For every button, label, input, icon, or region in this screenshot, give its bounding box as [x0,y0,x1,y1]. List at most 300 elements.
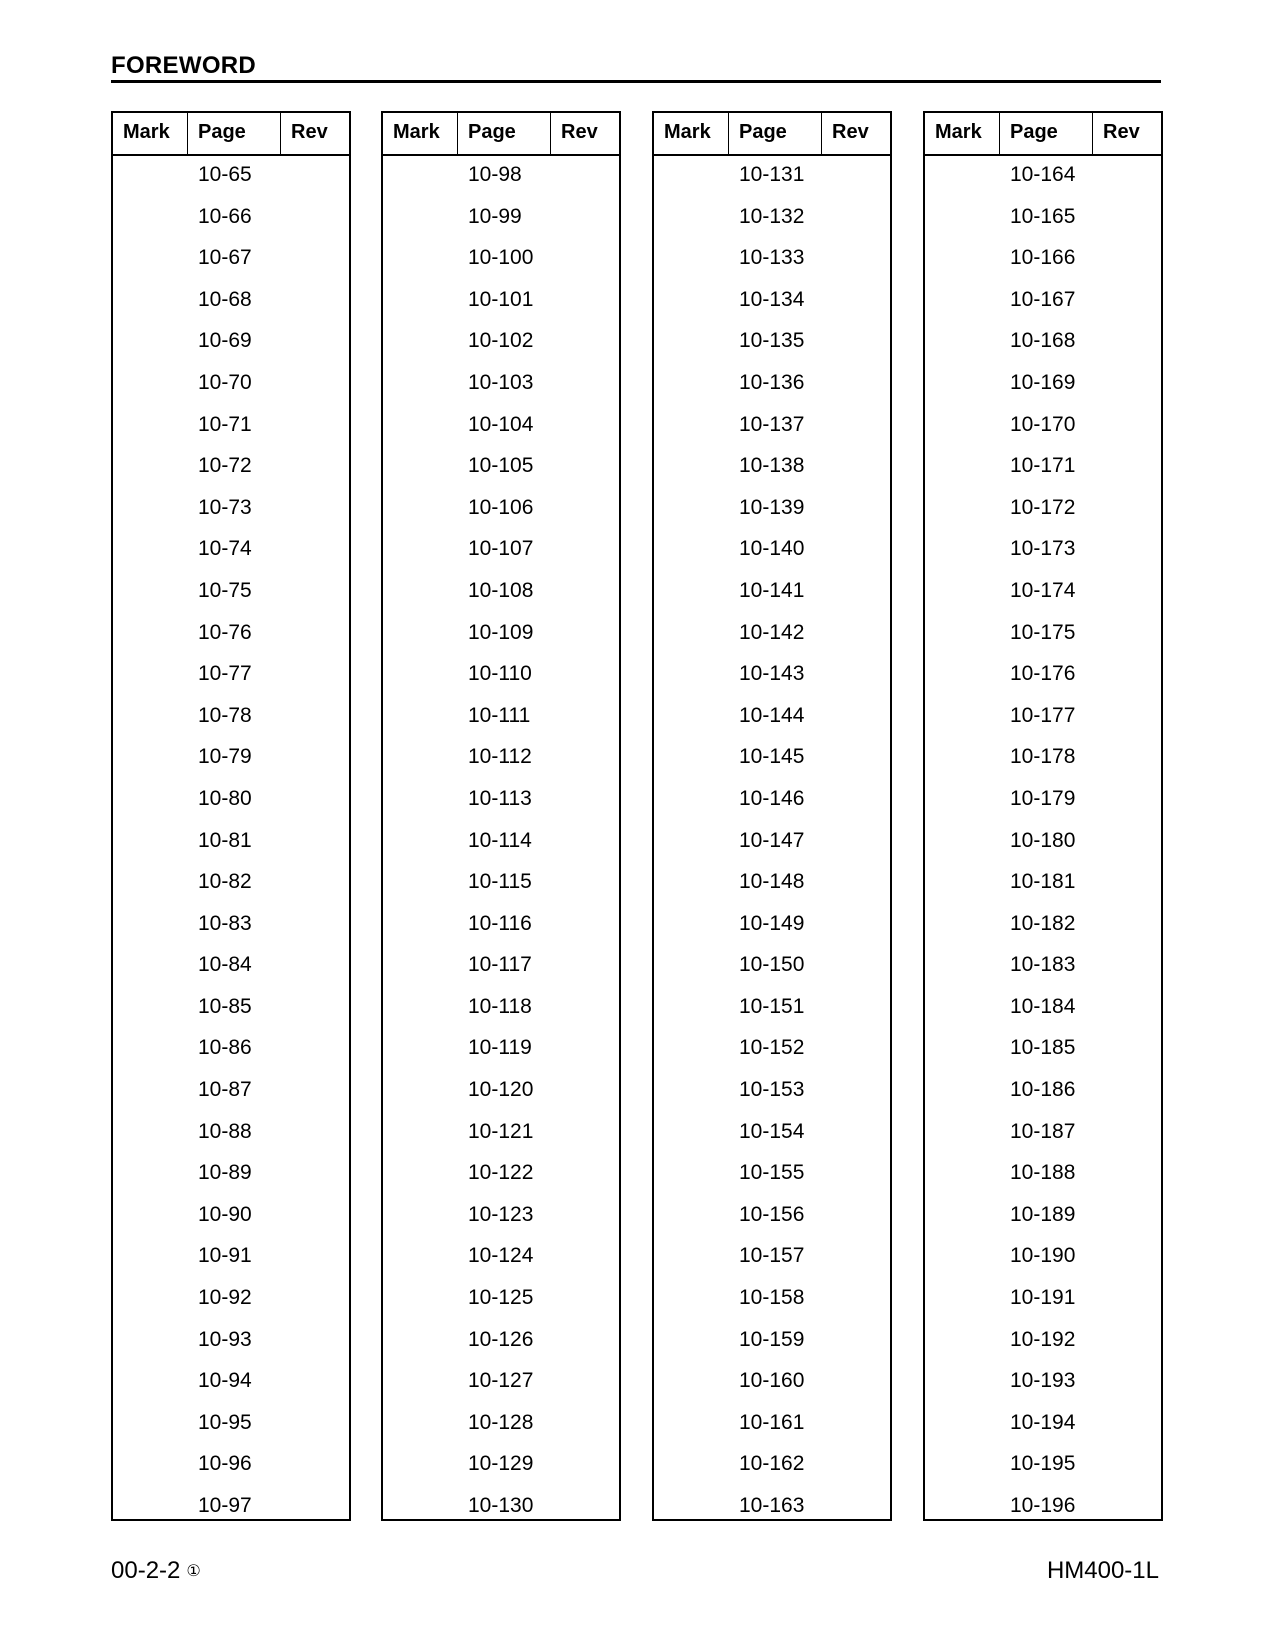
cell-rev [822,863,890,905]
table-row [654,738,890,780]
cell-rev [281,1404,349,1446]
column-header-rev: Rev [1103,121,1140,143]
cell-rev [551,1071,619,1113]
table-row [654,1321,890,1363]
cell-page: 10-148 [739,870,805,894]
cell-rev [822,1196,890,1238]
table-row [113,406,349,448]
table-row [654,697,890,739]
table-row [654,1445,890,1487]
cell-page: 10-143 [739,662,805,686]
table-row [925,1071,1161,1113]
cell-mark [925,946,1000,988]
cell-rev [1093,281,1161,323]
cell-rev [1093,1362,1161,1404]
cell-rev [1093,489,1161,531]
cell-rev [822,530,890,572]
cell-rev [551,1154,619,1196]
table-row [925,655,1161,697]
table-row [113,614,349,656]
cell-mark [113,988,188,1030]
cell-mark [654,1404,729,1446]
cell-page: 10-150 [739,953,805,977]
cell-rev [1093,1404,1161,1446]
cell-mark [925,863,1000,905]
cell-rev [551,780,619,822]
table-row [113,1154,349,1196]
table-row [925,364,1161,406]
cell-rev [822,738,890,780]
table-row [383,905,619,947]
table-row [654,572,890,614]
revision-tables [111,111,1163,1521]
cell-mark [925,156,1000,198]
cell-mark [654,780,729,822]
cell-rev [281,1029,349,1071]
cell-page: 10-65 [198,163,252,186]
cell-mark [654,1445,729,1487]
cell-mark [383,198,458,240]
cell-page: 10-158 [739,1286,805,1310]
cell-rev [1093,322,1161,364]
cell-page: 10-196 [1010,1494,1076,1517]
column-header-mark: Mark [654,113,729,154]
table-row [383,198,619,240]
cell-page: 10-194 [1010,1410,1076,1434]
cell-page: 10-130 [468,1494,534,1517]
table-row [654,1362,890,1404]
table-row [113,530,349,572]
cell-page: 10-67 [198,246,252,270]
cell-mark [654,489,729,531]
cell-mark [113,1113,188,1155]
cell-mark [383,1154,458,1196]
table-row [654,322,890,364]
cell-rev [551,1321,619,1363]
cell-mark [925,1029,1000,1071]
cell-page: 10-172 [1010,495,1076,519]
cell-page: 10-183 [1010,953,1076,977]
cell-mark [113,1279,188,1321]
cell-mark [654,1362,729,1404]
column-header-page: Page [188,113,281,154]
cell-page: 10-93 [198,1327,252,1351]
table-row [383,406,619,448]
cell-page: 10-136 [739,370,805,394]
table-row [654,239,890,281]
cell-mark [925,655,1000,697]
cell-rev [822,198,890,240]
cell-page: 10-70 [198,370,252,394]
cell-rev [1093,697,1161,739]
cell-page: 10-102 [468,329,534,353]
cell-rev [1093,1113,1161,1155]
cell-page: 10-112 [468,745,532,769]
table-row [654,1279,890,1321]
cell-mark [113,322,188,364]
cell-page: 10-175 [1010,620,1076,644]
cell-rev [1093,239,1161,281]
table-row [654,1113,890,1155]
cell-page: 10-141 [739,578,805,602]
cell-rev [1093,1029,1161,1071]
cell-rev [551,322,619,364]
table-row [113,1445,349,1487]
cell-rev [551,988,619,1030]
cell-page: 10-162 [739,1452,805,1476]
table-row [925,1445,1161,1487]
table-body [113,156,349,1529]
cell-rev [551,738,619,780]
column-header-mark: Mark [113,113,188,154]
page-number: 00-2-2 [111,1557,181,1584]
table-row [654,1487,890,1529]
cell-mark [383,489,458,531]
cell-rev [551,364,619,406]
table-row [925,822,1161,864]
cell-mark [383,530,458,572]
cell-rev [551,1404,619,1446]
cell-page: 10-137 [739,412,805,436]
cell-mark [113,1071,188,1113]
cell-rev [822,780,890,822]
table-row [383,1404,619,1446]
cell-rev [281,1321,349,1363]
table-row [925,281,1161,323]
table-row [925,322,1161,364]
cell-rev [281,489,349,531]
footer-page-number [111,1556,201,1587]
cell-page: 10-84 [198,953,252,977]
cell-page: 10-71 [198,412,252,436]
table-row [925,489,1161,531]
table-row [654,655,890,697]
cell-page: 10-78 [198,703,252,727]
table-row [113,946,349,988]
cell-mark [383,1362,458,1404]
cell-rev [281,1487,349,1529]
cell-page: 10-80 [198,786,252,810]
cell-mark [654,1029,729,1071]
cell-page: 10-135 [739,329,805,353]
cell-rev [281,364,349,406]
table-row [383,489,619,531]
cell-mark [654,1071,729,1113]
cell-page: 10-168 [1010,329,1076,353]
table-row [925,614,1161,656]
table-row [925,447,1161,489]
table-header [654,113,890,156]
table-row [383,572,619,614]
table-row [383,1362,619,1404]
cell-page: 10-179 [1010,786,1076,810]
cell-mark [113,1445,188,1487]
cell-rev [281,1113,349,1155]
table-row [654,780,890,822]
cell-mark [654,697,729,739]
cell-page: 10-180 [1010,828,1076,852]
table-row [654,1154,890,1196]
cell-rev [1093,1279,1161,1321]
cell-mark [383,1487,458,1529]
cell-page: 10-100 [468,246,534,270]
cell-page: 10-156 [739,1202,805,1226]
cell-rev [281,905,349,947]
cell-rev [281,822,349,864]
cell-mark [383,1196,458,1238]
cell-page: 10-75 [198,578,252,602]
cell-page: 10-147 [739,828,805,852]
table-row [383,1321,619,1363]
table-row [383,1279,619,1321]
cell-rev [1093,198,1161,240]
cell-rev [822,614,890,656]
cell-rev [822,322,890,364]
cell-rev [1093,1445,1161,1487]
cell-mark [925,1196,1000,1238]
cell-page: 10-173 [1010,537,1076,561]
column-header-mark: Mark [925,113,1000,154]
page-header [111,52,1161,83]
cell-rev [281,572,349,614]
table-row [383,1237,619,1279]
cell-rev [281,156,349,198]
cell-mark [925,406,1000,448]
cell-page: 10-128 [468,1410,534,1434]
cell-page: 10-119 [468,1036,532,1060]
cell-page: 10-116 [468,911,532,935]
cell-page: 10-95 [198,1410,252,1434]
table-row [654,614,890,656]
cell-page: 10-184 [1010,994,1076,1018]
cell-page: 10-133 [739,246,805,270]
cell-rev [822,1487,890,1529]
cell-page: 10-88 [198,1119,252,1143]
table-header [113,113,349,156]
cell-page: 10-129 [468,1452,534,1476]
table-row [113,738,349,780]
cell-mark [925,364,1000,406]
cell-rev [281,281,349,323]
cell-page: 10-177 [1010,703,1076,727]
table-body [654,156,890,1529]
cell-rev [551,1362,619,1404]
cell-rev [1093,1154,1161,1196]
cell-page: 10-103 [468,370,534,394]
cell-mark [383,239,458,281]
column-header-rev: Rev [561,121,598,143]
cell-page: 10-190 [1010,1244,1076,1268]
table-row [113,988,349,1030]
table-row [654,946,890,988]
cell-rev [822,406,890,448]
table-row [383,1154,619,1196]
cell-page: 10-108 [468,578,534,602]
cell-rev [551,530,619,572]
cell-rev [822,447,890,489]
cell-page: 10-114 [468,828,532,852]
cell-rev [822,946,890,988]
cell-page: 10-174 [1010,578,1076,602]
table-row [383,1029,619,1071]
cell-mark [925,447,1000,489]
cell-mark [383,1321,458,1363]
cell-page: 10-72 [198,454,252,478]
cell-mark [113,1237,188,1279]
cell-page: 10-151 [739,994,805,1018]
cell-page: 10-189 [1010,1202,1076,1226]
cell-page: 10-123 [468,1202,534,1226]
cell-page: 10-166 [1010,246,1076,270]
cell-mark [113,156,188,198]
cell-rev [822,239,890,281]
cell-rev [281,198,349,240]
cell-mark [383,946,458,988]
cell-rev [551,1196,619,1238]
cell-mark [925,1445,1000,1487]
table-row [925,198,1161,240]
cell-rev [822,1279,890,1321]
cell-mark [383,1029,458,1071]
cell-mark [383,1113,458,1155]
cell-mark [925,1487,1000,1529]
revision-mark: ① [186,1562,201,1580]
cell-rev [1093,530,1161,572]
table-row [383,863,619,905]
table-row [654,822,890,864]
cell-mark [925,530,1000,572]
table-row [925,530,1161,572]
cell-rev [1093,1071,1161,1113]
cell-page: 10-109 [468,620,534,644]
cell-rev [551,489,619,531]
cell-rev [281,946,349,988]
cell-rev [1093,655,1161,697]
table-row [383,530,619,572]
cell-mark [925,322,1000,364]
cell-mark [113,489,188,531]
cell-mark [113,822,188,864]
cell-rev [822,1404,890,1446]
table-row [925,946,1161,988]
cell-page: 10-124 [468,1244,534,1268]
cell-mark [113,738,188,780]
cell-mark [925,1071,1000,1113]
cell-rev [551,614,619,656]
cell-page: 10-167 [1010,287,1076,311]
cell-mark [383,780,458,822]
cell-mark [654,738,729,780]
cell-page: 10-113 [468,786,532,810]
cell-mark [654,1196,729,1238]
cell-mark [113,1196,188,1238]
table-row [113,322,349,364]
revision-table-3 [652,111,892,1521]
table-row [113,780,349,822]
table-row [383,655,619,697]
cell-page: 10-163 [739,1494,805,1517]
cell-mark [383,905,458,947]
cell-rev [822,364,890,406]
cell-page: 10-118 [468,994,532,1018]
table-row [383,156,619,198]
cell-page: 10-90 [198,1202,252,1226]
cell-mark [113,1404,188,1446]
cell-page: 10-140 [739,537,805,561]
cell-page: 10-146 [739,786,805,810]
cell-mark [113,863,188,905]
cell-rev [551,655,619,697]
cell-mark [654,530,729,572]
cell-page: 10-85 [198,994,252,1018]
cell-rev [822,1445,890,1487]
table-row [654,489,890,531]
cell-page: 10-185 [1010,1036,1076,1060]
cell-mark [654,364,729,406]
table-row [925,863,1161,905]
cell-page: 10-186 [1010,1078,1076,1102]
cell-page: 10-169 [1010,370,1076,394]
table-row [113,1404,349,1446]
cell-rev [1093,572,1161,614]
table-row [925,1029,1161,1071]
cell-rev [281,1071,349,1113]
cell-rev [1093,905,1161,947]
table-row [654,1029,890,1071]
cell-rev [1093,946,1161,988]
cell-rev [281,1196,349,1238]
cell-page: 10-181 [1010,870,1076,894]
cell-mark [654,447,729,489]
cell-rev [822,281,890,323]
cell-page: 10-117 [468,953,532,977]
cell-rev [822,572,890,614]
cell-mark [654,1237,729,1279]
cell-mark [925,489,1000,531]
cell-rev [281,322,349,364]
table-row [113,1071,349,1113]
cell-mark [113,1362,188,1404]
table-row [383,614,619,656]
cell-page: 10-107 [468,537,534,561]
revision-table-2 [381,111,621,1521]
column-header-page: Page [729,113,822,154]
cell-mark [113,364,188,406]
cell-rev [281,1237,349,1279]
cell-page: 10-99 [468,204,522,228]
table-row [383,1113,619,1155]
table-row [113,822,349,864]
cell-mark [925,1113,1000,1155]
cell-rev [822,905,890,947]
cell-page: 10-73 [198,495,252,519]
column-header-page: Page [1000,113,1093,154]
cell-mark [383,322,458,364]
table-row [925,1487,1161,1529]
cell-rev [281,406,349,448]
cell-rev [551,905,619,947]
table-row [113,655,349,697]
cell-rev [281,988,349,1030]
revision-table-4 [923,111,1163,1521]
cell-rev [822,1071,890,1113]
table-row [925,905,1161,947]
table-row [654,156,890,198]
cell-mark [113,1154,188,1196]
cell-rev [822,1362,890,1404]
cell-mark [925,198,1000,240]
table-row [383,364,619,406]
